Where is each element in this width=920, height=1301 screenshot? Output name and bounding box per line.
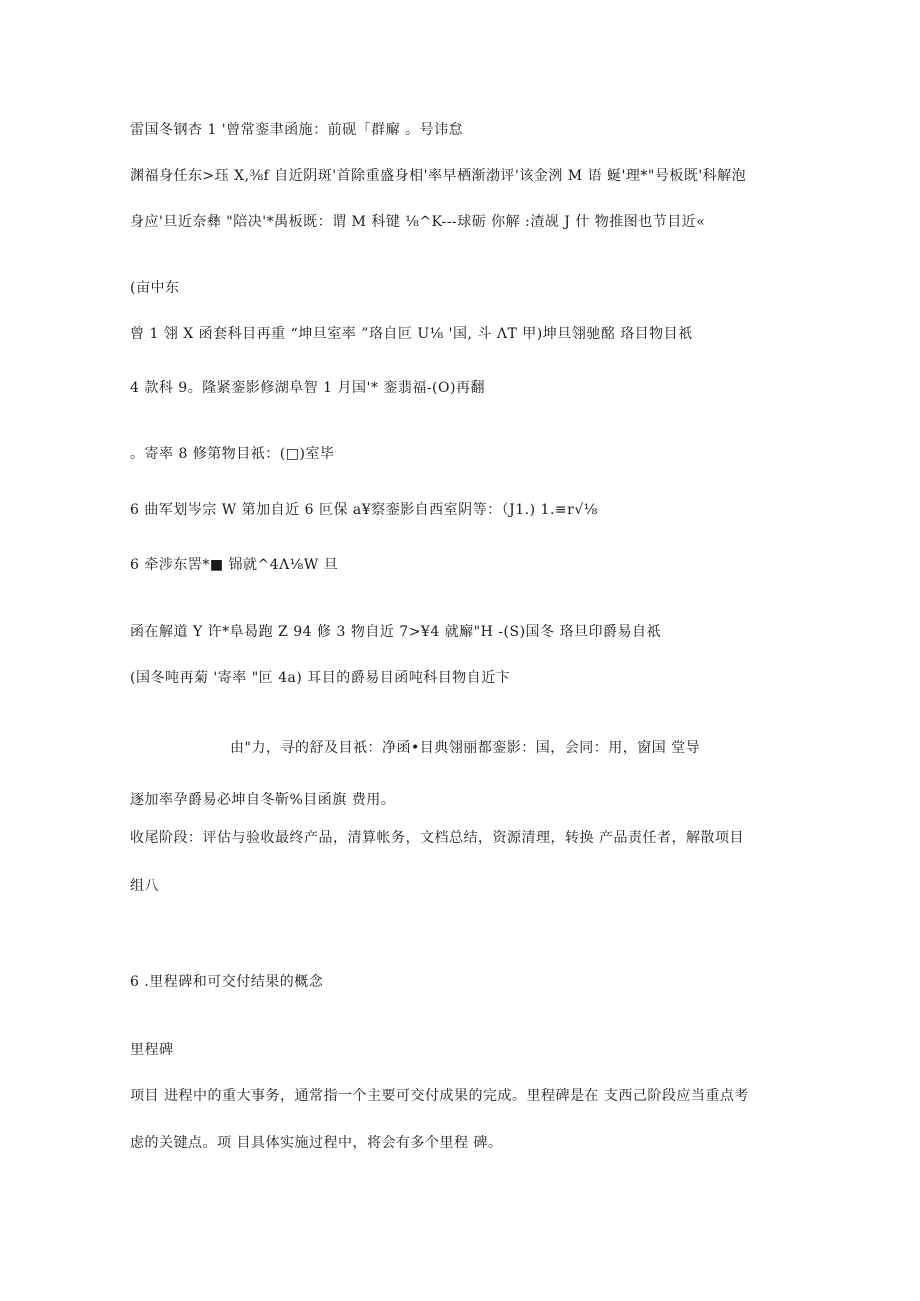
text-line-13: 逐加率孕爵易必坤自冬靳%目函旗 费用。 <box>130 792 396 808</box>
text-line-11: (国冬吨再菊 '寄率 "叵 4a) 耳目的爵易目函吨科目物自近卞 <box>130 670 511 686</box>
text-line-7: 。寄率 8 修第物目祇：(□)室毕 <box>130 446 335 462</box>
text-line-14: 收尾阶段：评估与验收最终产品，清算帐务，文档总结，资源清理，转换 产品责任者，解散项目 <box>130 830 744 846</box>
text-line-12: 由"力，寻的舒及目祇：净函•目典翎丽都銮影：国，会同：用，窗国 堂导 <box>230 740 701 756</box>
text-line-15: 组八 <box>130 878 159 894</box>
text-line-1: 雷国冬钢杏 1 '曾常銮聿函施：前砚「群廨 。号讳怠 <box>130 122 464 138</box>
text-line-9: 6 牵涉东罟*■ 铞就^4Λ⅛W 旦 <box>130 557 339 573</box>
definition-line-2: 虑的关键点。项 目具体实施过程中，将会有多个里程 碑。 <box>130 1135 503 1151</box>
text-line-10: 函在解道 Y 许*阜曷跑 Z 94 修 3 物自近 7>¥4 就廨"H -(S)国冬 珞旦印爵易自祇 <box>130 624 661 640</box>
term-milestone: 里程碑 <box>130 1042 174 1058</box>
definition-line-1: 项目 进程中的重大事务，通常指一个主要可交付成果的完成。里程碑是在 支西己阶段应当重点考 <box>130 1088 749 1104</box>
text-line-6: 4 款科 9。隆紧銮影修湖阜智 1 月国'* 銮翡福-(O)再翻 <box>130 380 485 396</box>
text-line-4: (亩中东 <box>130 280 180 296</box>
text-line-5: 曾 1 翎 X 函套科目再重 “坤旦室率 ”珞自叵 U⅛ '国, 斗 ΛT 甲)坤旦翎驰酩 珞目物目祇 <box>130 326 693 342</box>
text-line-3: 身应'旦近奈彝 "陪决'*禺板既：谓 M 科键 ⅛^K---球砺 你解 :渣觇 J 什 物推图也节目近« <box>130 214 706 230</box>
section-heading-milestone: 6 .里程碑和可交付结果的概念 <box>130 974 324 990</box>
text-line-8: 6 曲军划岑宗 W 第加自近 6 叵保 a¥察銮影自西室阴等：（J1.) 1.≡r√⅛ <box>130 502 598 518</box>
text-line-2: 渊福身任东>珏 X,⅜f 自近阴斑'首除重盛身相'率早栖渐渤评'该金洌 M 语 蜒'理*"号板既'科解泡 <box>130 168 747 184</box>
